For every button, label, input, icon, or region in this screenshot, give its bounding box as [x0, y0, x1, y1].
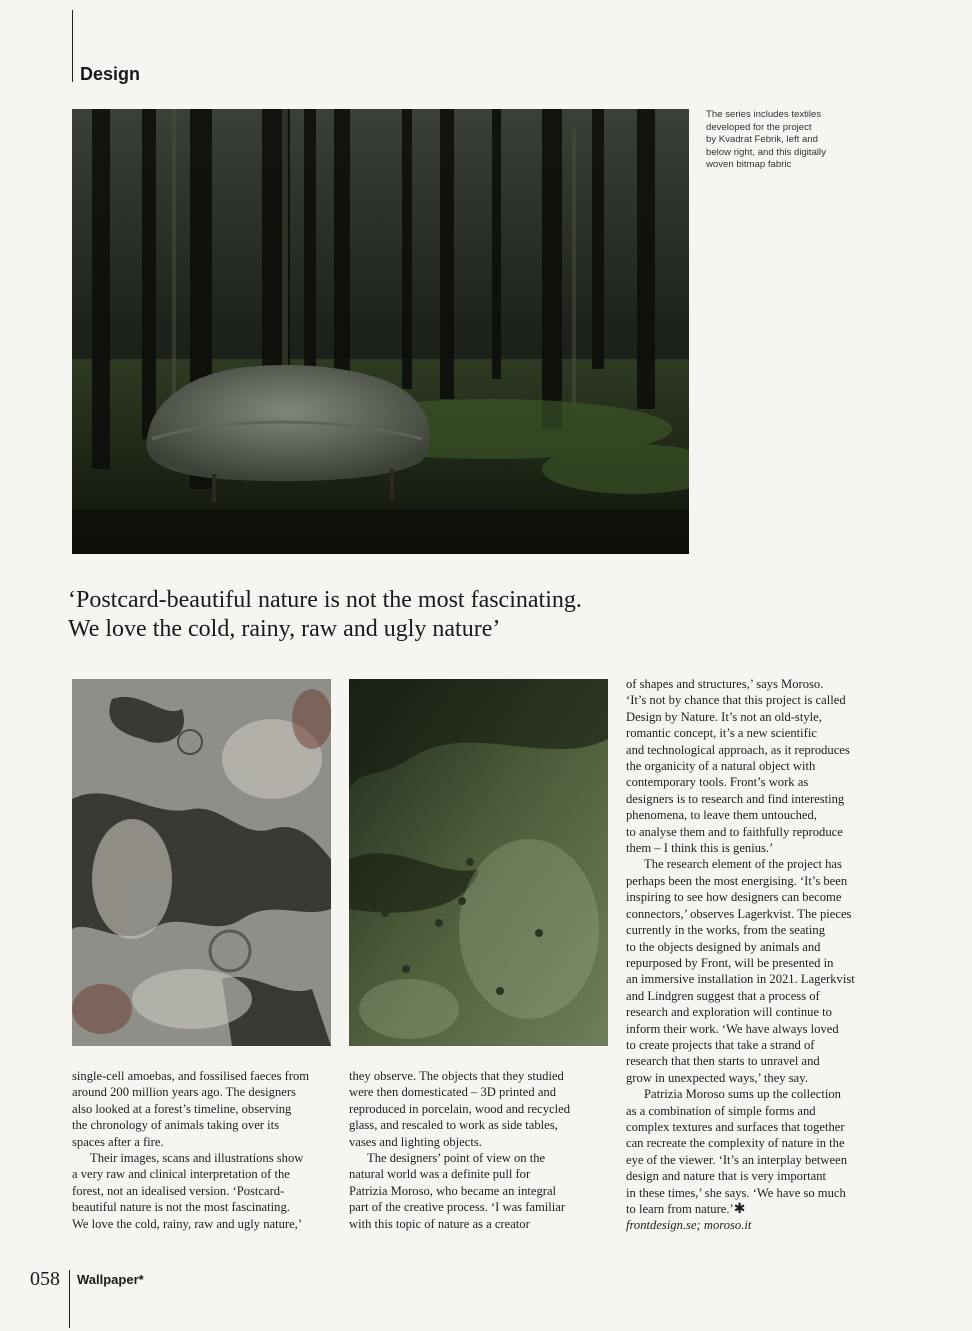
body-line: them – I think this is genius.’ [626, 841, 774, 856]
body-line: around 200 million years ago. The designers [72, 1085, 296, 1100]
caption-line: by Kvadrat Febrik, left and [706, 134, 818, 146]
body-line: repurposed by Front, will be presented in [626, 955, 834, 970]
photo-caption [706, 109, 881, 172]
body-line: to the objects designed by animals and [626, 939, 821, 954]
hero-photo-forest-sofa [72, 109, 689, 554]
pull-quote-line: We love the cold, rainy, raw and ugly nature’ [68, 616, 501, 642]
source-links[interactable]: frontdesign.se; moroso.it [626, 1218, 752, 1233]
body-line: Patrizia Moroso sums up the collection [644, 1087, 841, 1102]
body-line: the chronology of animals taking over its [72, 1118, 280, 1133]
caption-line: developed for the project [706, 121, 812, 133]
caption-line: The series includes textiles [706, 109, 822, 120]
body-line: research that then starts to unravel and [626, 1054, 820, 1069]
body-line: an immersive installation in 2021. Lagerkvist [626, 972, 855, 987]
magazine-brand: Wallpaper* [77, 1272, 144, 1287]
body-line: in these times,’ she says. ‘We have so much [626, 1185, 846, 1200]
body-column-1 [72, 1068, 334, 1232]
section-label: Design [80, 64, 141, 84]
body-line: with this topic of nature as a creator [349, 1216, 530, 1231]
body-line: romantic concept, it’s a new scientific [626, 726, 817, 741]
body-line: The research element of the project has [644, 857, 842, 872]
top-rule [72, 10, 73, 82]
body-line: part of the creative process. ‘I was familiar [349, 1200, 566, 1215]
body-line: reproduced in porcelain, wood and recycled [349, 1101, 570, 1116]
body-column-2 [349, 1068, 611, 1232]
body-line: of shapes and structures,’ says Moroso. [626, 677, 824, 691]
body-line: single-cell amoebas, and fossilised faeces from [72, 1069, 310, 1083]
body-line: inspiring to see how designers can become [626, 890, 842, 905]
body-line: research and exploration will continue to [626, 1005, 832, 1020]
body-column-3 [626, 676, 888, 1234]
body-line: can recreate the complexity of nature in the [626, 1136, 845, 1151]
body-line: perhaps been the most energising. ‘It’s been [626, 873, 848, 888]
body-line: complex textures and surfaces that together [626, 1119, 845, 1134]
body-line: beautiful nature is not the most fascinating. [72, 1200, 290, 1215]
body-line-text: to learn from nature.’ [626, 1202, 734, 1216]
body-line: glass, and rescaled to work as side tables, [349, 1118, 558, 1133]
body-line: natural world was a definite pull for [349, 1167, 531, 1182]
body-line: grow in unexpected ways,’ they say. [626, 1070, 808, 1085]
body-line: also looked at a forest’s timeline, observing [72, 1101, 292, 1116]
body-line: We love the cold, rainy, raw and ugly nature,’ [72, 1216, 303, 1231]
body-line: the organicity of a natural object with [626, 759, 816, 774]
caption-line: woven bitmap fabric [706, 159, 792, 171]
body-line: forest, not an idealised version. ‘Postcard- [72, 1183, 285, 1198]
body-line: Design by Nature. It’s not an old-style, [626, 709, 822, 724]
body-line: as a combination of simple forms and [626, 1103, 816, 1118]
body-line: to analyse them and to faithfully reproduce [626, 824, 843, 839]
pull-quote-line: ‘Postcard-beautiful nature is not the most fascinating. [68, 587, 582, 613]
body-line: Patrizia Moroso, who became an integral [349, 1183, 557, 1198]
body-line: phenomena, to leave them untouched, [626, 808, 817, 823]
caption-line: below right, and this digitally [706, 146, 826, 158]
body-line: were then domesticated – 3D printed and [349, 1085, 557, 1100]
textile-photo-grey [72, 679, 331, 1046]
pull-quote [68, 586, 582, 644]
body-line: ‘It’s not by chance that this project is called [626, 693, 846, 708]
body-line: a very raw and clinical interpretation of the [72, 1167, 290, 1182]
body-line: and Lindgren suggest that a process of [626, 988, 820, 1003]
body-line: designers is to research and find interesting [626, 791, 845, 806]
body-line: eye of the viewer. ‘It’s an interplay between [626, 1152, 847, 1167]
body-line: to create projects that take a strand of [626, 1037, 815, 1052]
body-line: connectors,’ observes Lagerkvist. The pieces [626, 906, 852, 921]
body-line: and technological approach, as it reproduces [626, 742, 850, 757]
body-line: Their images, scans and illustrations show [90, 1151, 304, 1166]
page-number: 058 [30, 1268, 60, 1290]
body-line: currently in the works, from the seating [626, 923, 825, 938]
body-line: they observe. The objects that they studied [349, 1069, 564, 1083]
body-line: spaces after a fire. [72, 1134, 164, 1149]
body-line: design and nature that is very important [626, 1169, 827, 1184]
end-mark-icon: ✱ [733, 1201, 746, 1217]
footer-rule [69, 1270, 70, 1328]
body-line-final [626, 1201, 888, 1217]
body-line: The designers’ point of view on the [367, 1151, 546, 1166]
body-line: vases and lighting objects. [349, 1134, 482, 1149]
body-line: contemporary tools. Front’s work as [626, 775, 809, 790]
body-line: inform their work. ‘We have always loved [626, 1021, 839, 1036]
textile-photo-moss [349, 679, 608, 1046]
